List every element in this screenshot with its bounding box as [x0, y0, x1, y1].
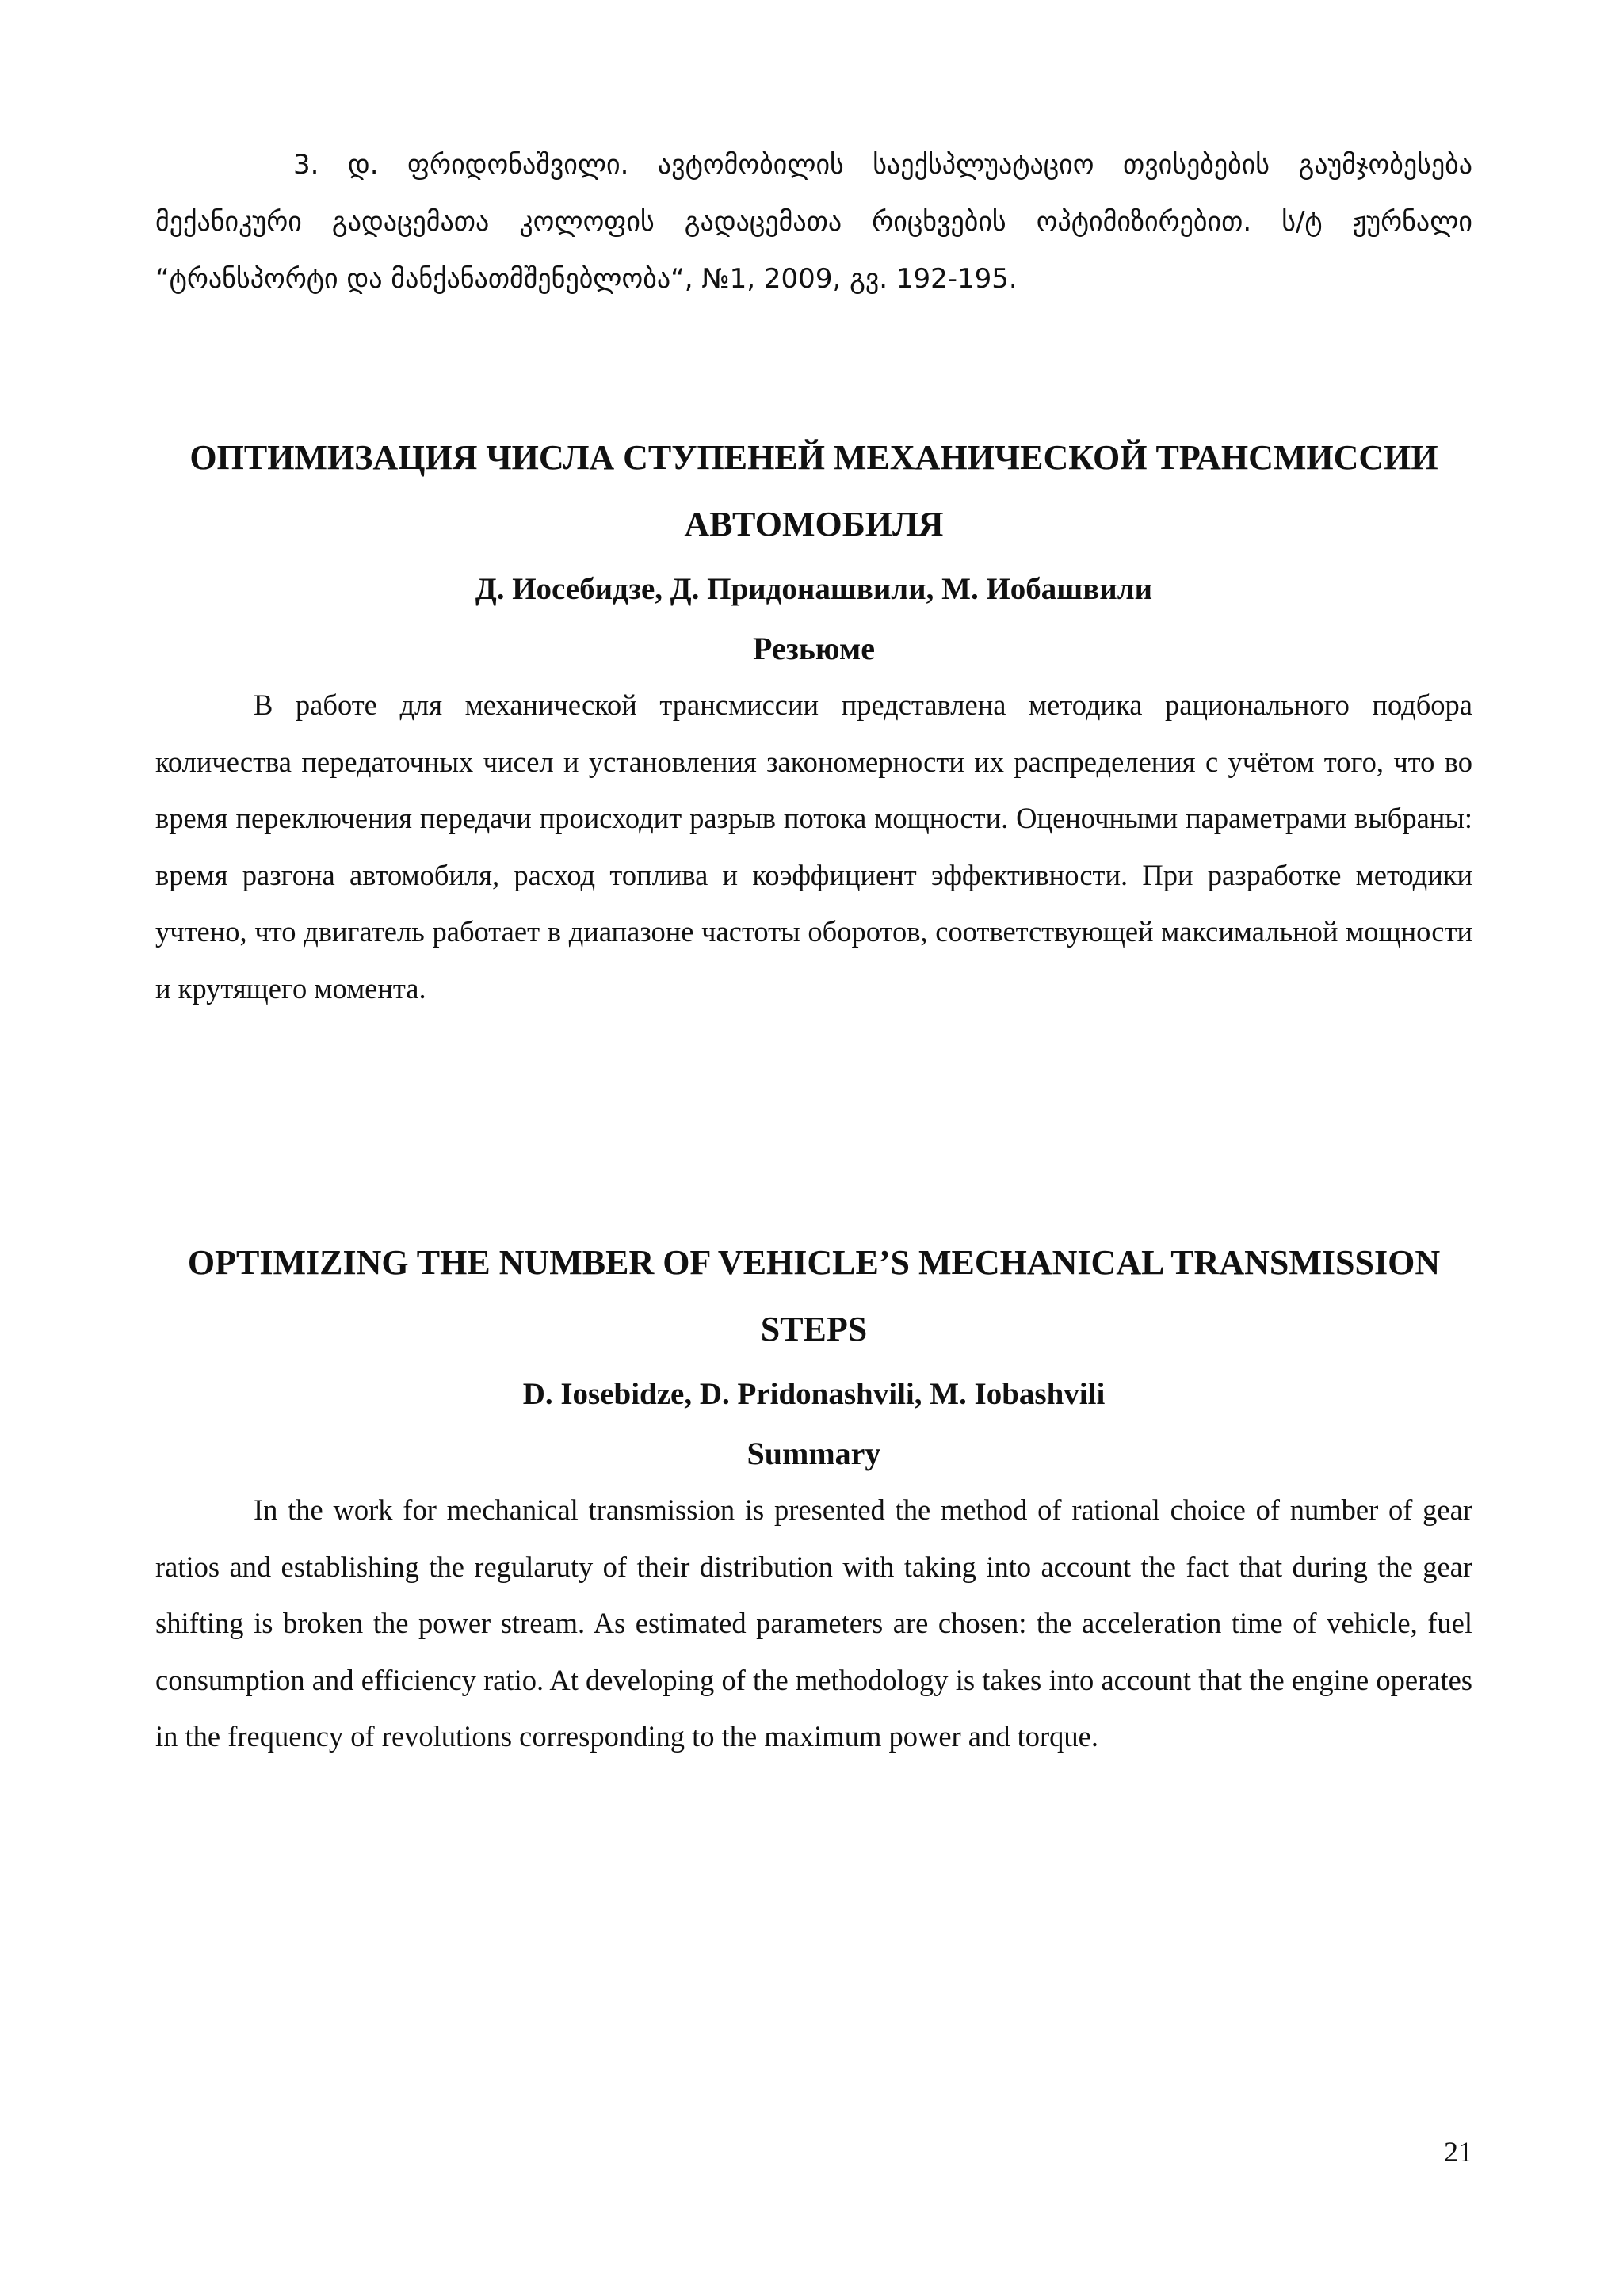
russian-summary-heading: Резьюме [753, 631, 875, 666]
russian-summary-text: В работе для механической трансмиссии представлена методика рационального подбора количества передаточных чисел и установления закономерности их распределения с учётом того, что во время переключения передачи происходит разрыв потока мощности. Оценочными параметрами выбраны: время разгона автомобиля, расход топлива и коэффициент эффективности. При разработке методики учтено, что двигатель работает в диапазоне частоты оборотов, соответствующей максимальной мощности и крутящего момента. [155, 688, 1472, 1005]
english-authors: D. Iosebidze, D. Pridonashvili, M. Iobashvili [522, 1377, 1106, 1411]
russian-authors: Д. Иосебидзе, Д. Придонашвили, М. Иобашвили [475, 572, 1153, 606]
reference-entry: 3. დ. ფრიდონაშვილი. ავტომობილის საექსპლუატაციო თვისებების გაუმჯობესება მექანიკური გადაცემათა კოლოფის გადაცემათა რიცხვების ოპტიმიზირებით. ს/ტ ჟურნალი “ტრანსპორტი და მანქანათმშენებლობა“, №1, 2009, გვ. 192-195. [155, 149, 1472, 295]
english-abstract-section [155, 1230, 1472, 1765]
russian-title: ОПТИМИЗАЦИЯ ЧИСЛА СТУПЕНЕЙ МЕХАНИЧЕСКОЙ ТРАНСМИССИИ АВТОМОБИЛЯ [189, 438, 1438, 543]
russian-abstract-section [155, 425, 1472, 1016]
english-summary-heading: Summary [747, 1436, 881, 1471]
english-title: OPTIMIZING THE NUMBER OF VEHICLE’S MECHANICAL TRANSMISSION STEPS [187, 1243, 1441, 1348]
english-summary-text: In the work for mechanical transmission is presented the method of rational choice of number of gear ratios and establishing the regularuty of their distribution with taking into account the fact that during the gear shifting is broken the power stream. As estimated parameters are chosen: the acceleration time of vehicle, fuel consumption and efficiency ratio. At developing of the methodology is takes into account that the engine operates in the frequency of revolutions corresponding to the maximum power and torque. [155, 1493, 1472, 1753]
page-number: 21 [1444, 2136, 1472, 2168]
